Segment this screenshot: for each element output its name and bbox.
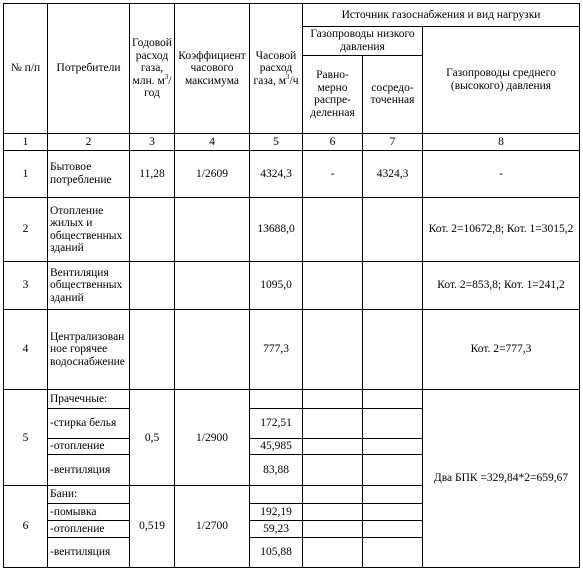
uniform-value <box>303 521 363 538</box>
consumer-subitem: -стирка белья <box>48 408 130 438</box>
table-row <box>4 390 580 409</box>
concentrated-value <box>363 503 423 521</box>
col-number: 7 <box>363 134 423 151</box>
consumer-name: Бани: <box>48 486 130 504</box>
row-num: 2 <box>4 198 48 262</box>
consumer-name: Централизованное горячее водоснабжение <box>48 309 130 390</box>
hourly-value: 4324,3 <box>250 150 303 198</box>
consumer-subitem: -отопление <box>48 438 130 455</box>
consumer-subitem: -вентиляция <box>48 537 130 567</box>
annual-value: 0,5 <box>130 390 175 486</box>
concentrated-value <box>363 390 423 409</box>
header-medium-pressure: Газопроводы среднего (высокого) давления <box>423 26 580 133</box>
concentrated-value <box>363 309 423 390</box>
uniform-value <box>303 455 363 486</box>
uniform-value <box>303 198 363 262</box>
consumer-name: Отопление жилых и общественных зданий <box>48 198 130 262</box>
hourly-value: 59,23 <box>250 521 303 538</box>
concentrated-value <box>363 537 423 567</box>
concentrated-value <box>363 408 423 438</box>
medium-value: Кот. 2=10672,8; Кот. 1=3015,2 <box>423 198 580 262</box>
uniform-value <box>303 503 363 521</box>
uniform-value <box>303 537 363 567</box>
medium-value: - <box>423 150 580 198</box>
annual-value: 11,28 <box>130 150 175 198</box>
col-number: 5 <box>250 134 303 151</box>
hourly-value: 45,985 <box>250 438 303 455</box>
consumer-name: Бытовое потребление <box>48 150 130 198</box>
consumer-subitem: -помывка <box>48 503 130 521</box>
hourly-value: 13688,0 <box>250 198 303 262</box>
header-source: Источник газоснабжения и вид нагрузки <box>303 4 580 27</box>
uniform-value <box>303 309 363 390</box>
col-number: 3 <box>130 134 175 151</box>
header-annual: Годовой расход газа, млн. $м^3$/год <box>130 4 175 134</box>
hourly-value: 1095,0 <box>250 262 303 310</box>
concentrated-value <box>363 521 423 538</box>
concentrated-value: 4324,3 <box>363 150 423 198</box>
coef-value: 1/2900 <box>175 390 250 486</box>
consumer-subitem: -отопление <box>48 521 130 538</box>
hourly-value <box>250 390 303 409</box>
table-row <box>4 198 580 262</box>
hourly-value: 777,3 <box>250 309 303 390</box>
col-number: 4 <box>175 134 250 151</box>
concentrated-value <box>363 262 423 310</box>
uniform-value <box>303 262 363 310</box>
uniform-value: - <box>303 150 363 198</box>
annual-value <box>130 262 175 310</box>
coef-value: 1/2700 <box>175 486 250 568</box>
coef-value <box>175 198 250 262</box>
header-uniform: Равно-мерно распре-деленная <box>303 55 363 134</box>
gas-consumption-table <box>3 3 580 568</box>
col-number: 8 <box>423 134 580 151</box>
medium-value: Кот. 2=853,8; Кот. 1=241,2 <box>423 262 580 310</box>
table-row <box>4 309 580 390</box>
uniform-value <box>303 390 363 409</box>
coef-value <box>175 309 250 390</box>
hourly-value: 172,51 <box>250 408 303 438</box>
concentrated-value <box>363 486 423 504</box>
header-concentrated: сосредо-точенная <box>363 55 423 134</box>
row-num: 1 <box>4 150 48 198</box>
uniform-value <box>303 486 363 504</box>
uniform-value <box>303 438 363 455</box>
medium-value: Кот. 2=777,3 <box>423 309 580 390</box>
col-number: 1 <box>4 134 48 151</box>
header-num: № п/п <box>4 4 48 134</box>
header-consumer: Потребители <box>48 4 130 134</box>
consumer-subitem: -вентиляция <box>48 455 130 486</box>
uniform-value <box>303 408 363 438</box>
concentrated-value <box>363 455 423 486</box>
concentrated-value <box>363 198 423 262</box>
hourly-value: 83,88 <box>250 455 303 486</box>
header-coef: Коэффициент часового максимума <box>175 4 250 134</box>
consumer-name: Прачечные: <box>48 390 130 409</box>
medium-value: Два БПК =329,84*2=659,67 <box>423 390 580 568</box>
annual-value <box>130 309 175 390</box>
annual-value: 0,519 <box>130 486 175 568</box>
annual-value <box>130 198 175 262</box>
hourly-value <box>250 486 303 504</box>
header-low-pressure: Газопроводы низкого давления <box>303 26 423 55</box>
concentrated-value <box>363 438 423 455</box>
row-num: 6 <box>4 486 48 568</box>
table-row <box>4 150 580 198</box>
hourly-value: 105,88 <box>250 537 303 567</box>
consumer-name: Вентиляция общественных зданий <box>48 262 130 310</box>
header-hourly: Часовой расход газа, $м^3/ч$ <box>250 4 303 134</box>
hourly-value: 192,19 <box>250 503 303 521</box>
row-num: 3 <box>4 262 48 310</box>
col-number: 6 <box>303 134 363 151</box>
col-number: 2 <box>48 134 130 151</box>
coef-value: 1/2609 <box>175 150 250 198</box>
coef-value <box>175 262 250 310</box>
row-num: 4 <box>4 309 48 390</box>
table-row <box>4 262 580 310</box>
row-num: 5 <box>4 390 48 486</box>
